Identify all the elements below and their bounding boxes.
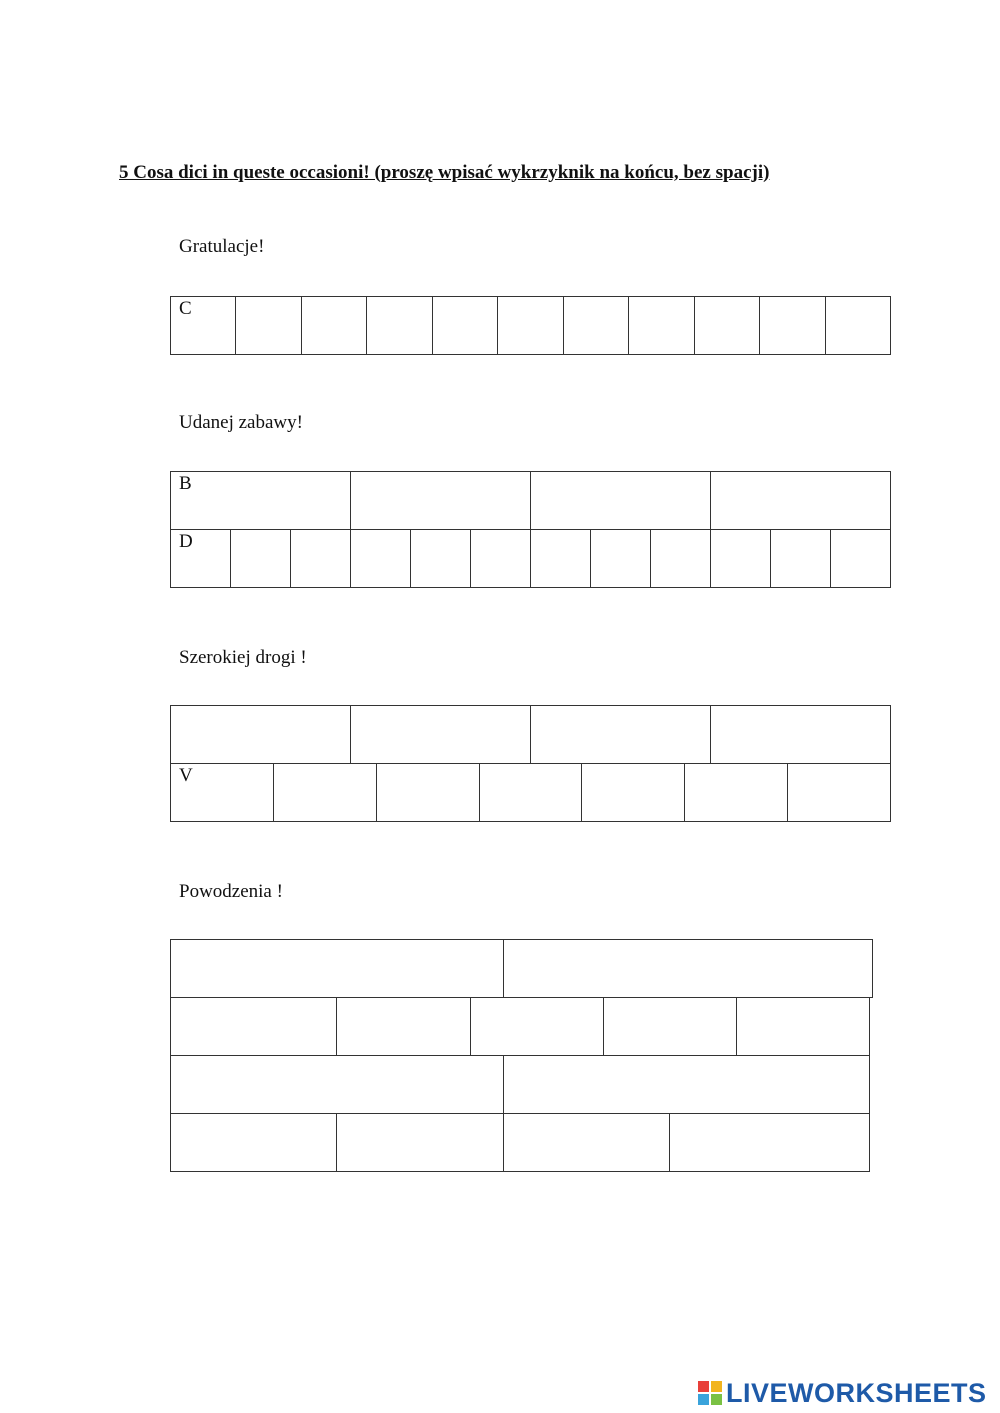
letter-input[interactable]: [604, 998, 736, 1055]
letter-input[interactable]: [480, 764, 581, 821]
grid-row: [170, 939, 872, 998]
given-letter: C: [179, 298, 192, 319]
liveworksheets-logo-icon: [698, 1381, 722, 1405]
grid-row: [170, 529, 890, 588]
letter-cell-input[interactable]: [432, 296, 498, 355]
letter-cell-input[interactable]: [581, 763, 685, 822]
letter-cell-input[interactable]: [650, 529, 711, 588]
letter-input[interactable]: [471, 998, 603, 1055]
letter-cell-input[interactable]: [350, 529, 411, 588]
letter-cell-input[interactable]: [470, 529, 531, 588]
letter-input[interactable]: [771, 530, 830, 587]
given-letter: V: [179, 765, 193, 786]
letter-cell-input[interactable]: [530, 471, 711, 530]
letter-input[interactable]: [171, 706, 350, 763]
letter-input[interactable]: [351, 706, 530, 763]
letter-cell-input[interactable]: [503, 1113, 670, 1172]
given-letter: D: [179, 531, 193, 552]
letter-input[interactable]: [411, 530, 470, 587]
letter-input[interactable]: [302, 297, 366, 354]
letter-input[interactable]: [711, 530, 770, 587]
puzzle-label-powodzenia: Powodzenia !: [179, 881, 283, 902]
letter-cell-input[interactable]: [301, 296, 367, 355]
letter-cell-input[interactable]: [170, 1113, 337, 1172]
letter-grid-gratulacje: [170, 296, 890, 355]
letter-cell-input[interactable]: [694, 296, 760, 355]
letter-cell-input[interactable]: [230, 529, 291, 588]
letter-input[interactable]: [171, 1114, 336, 1171]
letter-cell-input[interactable]: [628, 296, 695, 355]
puzzle-label-szerokiej-drogi: Szerokiej drogi !: [179, 647, 307, 668]
letter-cell-input[interactable]: [787, 763, 891, 822]
letter-cell-given: [170, 471, 351, 530]
grid-row: [170, 1055, 869, 1114]
letter-input[interactable]: [760, 297, 825, 354]
letter-cell-input[interactable]: [530, 705, 711, 764]
letter-cell-input[interactable]: [235, 296, 302, 355]
logo-square-blue: [698, 1394, 709, 1405]
letter-input[interactable]: [737, 998, 869, 1055]
logo-text: LIVEWORKSHEETS: [726, 1377, 987, 1408]
letter-input[interactable]: [504, 1056, 869, 1113]
letter-input[interactable]: [337, 998, 470, 1055]
letter-cell-input[interactable]: [710, 471, 891, 530]
letter-cell-input[interactable]: [710, 705, 891, 764]
logo-square-green: [711, 1394, 722, 1405]
letter-input[interactable]: [351, 472, 530, 529]
letter-input[interactable]: [695, 297, 759, 354]
letter-cell-input[interactable]: [825, 296, 891, 355]
letter-input[interactable]: [711, 472, 890, 529]
puzzle-label-udanej-zabawy: Udanej zabawy!: [179, 412, 303, 433]
given-letter: B: [179, 473, 192, 494]
letter-input[interactable]: [171, 1056, 503, 1113]
logo-square-red: [698, 1381, 709, 1392]
letter-cell-input[interactable]: [759, 296, 826, 355]
letter-input[interactable]: [274, 764, 376, 821]
letter-cell-input[interactable]: [503, 939, 873, 998]
grid-row: [170, 997, 869, 1056]
logo-square-yellow: [711, 1381, 722, 1392]
puzzle-label-gratulacje: Gratulacje!: [179, 236, 265, 257]
letter-input[interactable]: [788, 764, 890, 821]
letter-input[interactable]: [564, 297, 628, 354]
letter-cell-input[interactable]: [603, 997, 737, 1056]
letter-input[interactable]: [670, 1114, 869, 1171]
grid-row: [170, 763, 890, 822]
letter-cell-given: [170, 296, 236, 355]
liveworksheets-logo: [698, 1378, 987, 1408]
grid-row: [170, 1113, 869, 1172]
letter-input[interactable]: [231, 530, 290, 587]
letter-cell-input[interactable]: [479, 763, 582, 822]
letter-cell-input[interactable]: [669, 1113, 870, 1172]
letter-input[interactable]: [351, 530, 410, 587]
letter-input[interactable]: [171, 940, 503, 997]
letter-grid-powodzenia: [170, 939, 872, 1174]
letter-input[interactable]: [377, 764, 479, 821]
letter-cell-input[interactable]: [470, 997, 604, 1056]
letter-cell-input[interactable]: [530, 529, 591, 588]
letter-input[interactable]: [337, 1114, 503, 1171]
letter-input[interactable]: [367, 297, 432, 354]
letter-grid-udanej-zabawy: [170, 471, 890, 588]
letter-cell-given: [170, 763, 274, 822]
letter-input[interactable]: [531, 706, 710, 763]
letter-cell-input[interactable]: [170, 997, 337, 1056]
letter-input[interactable]: [711, 706, 890, 763]
letter-cell-input[interactable]: [350, 471, 531, 530]
letter-cell-input[interactable]: [736, 997, 870, 1056]
letter-input[interactable]: [831, 530, 890, 587]
grid-row: [170, 705, 890, 764]
letter-cell-input[interactable]: [170, 705, 351, 764]
letter-cell-input[interactable]: [563, 296, 629, 355]
letter-cell-input[interactable]: [376, 763, 480, 822]
letter-input[interactable]: [629, 297, 694, 354]
letter-cell-input[interactable]: [170, 939, 504, 998]
letter-cell-input[interactable]: [497, 296, 564, 355]
letter-input[interactable]: [591, 530, 650, 587]
letter-input[interactable]: [171, 998, 336, 1055]
grid-row: [170, 471, 890, 530]
letter-input[interactable]: [582, 764, 684, 821]
letter-input[interactable]: [685, 764, 787, 821]
letter-input[interactable]: [504, 940, 872, 997]
exercise-heading: 5 Cosa dici in queste occasioni! (proszę wpisać wykrzyknik na końcu, bez spacji): [119, 162, 770, 183]
letter-input[interactable]: [291, 530, 350, 587]
letter-cell-input[interactable]: [590, 529, 651, 588]
letter-input[interactable]: [471, 530, 530, 587]
letter-cell-given: [170, 529, 231, 588]
letter-cell-input[interactable]: [273, 763, 377, 822]
letter-cell-input[interactable]: [410, 529, 471, 588]
letter-cell-input[interactable]: [366, 296, 433, 355]
letter-input[interactable]: [504, 1114, 669, 1171]
letter-cell-input[interactable]: [336, 1113, 504, 1172]
letter-cell-input[interactable]: [290, 529, 351, 588]
letter-input[interactable]: [498, 297, 563, 354]
letter-cell-input[interactable]: [710, 529, 771, 588]
letter-input[interactable]: [651, 530, 710, 587]
grid-row: [170, 296, 890, 355]
letter-grid-szerokiej-drogi: [170, 705, 890, 823]
letter-input[interactable]: [826, 297, 890, 354]
letter-input[interactable]: [531, 472, 710, 529]
letter-cell-input[interactable]: [770, 529, 831, 588]
letter-cell-input[interactable]: [503, 1055, 870, 1114]
letter-cell-input[interactable]: [684, 763, 788, 822]
letter-cell-input[interactable]: [350, 705, 531, 764]
letter-cell-input[interactable]: [170, 1055, 504, 1114]
letter-input[interactable]: [236, 297, 301, 354]
letter-input[interactable]: [531, 530, 590, 587]
letter-cell-input[interactable]: [336, 997, 471, 1056]
letter-input[interactable]: [433, 297, 497, 354]
letter-cell-input[interactable]: [830, 529, 891, 588]
